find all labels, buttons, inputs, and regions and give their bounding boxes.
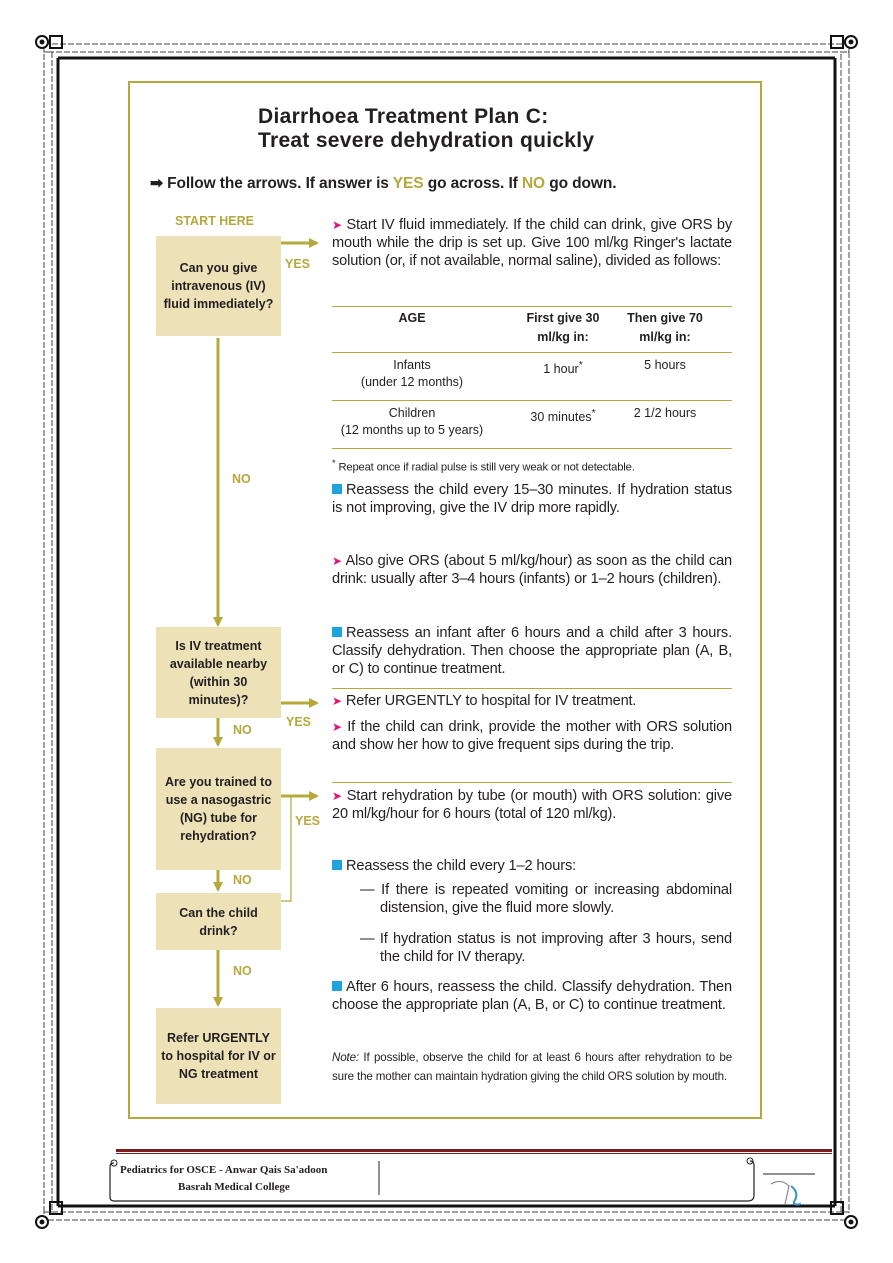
caduceus-logo-icon xyxy=(761,1170,817,1208)
table-cell-then: 5 hours xyxy=(644,358,686,372)
pointer-arrow-icon: ➤ xyxy=(332,218,342,232)
footer-rule-thin xyxy=(116,1153,832,1154)
dash-item-vomiting: — If there is repeated vomiting or increasing abdominal distension, give the fluid more slowly. xyxy=(360,882,732,916)
reassess-15-30-text: Reassess the child every 15–30 minutes. If hydration status is not improving, give the IV drip more rapidly. xyxy=(332,482,732,516)
table-header-age: AGE xyxy=(398,311,426,325)
no-label: NO xyxy=(233,964,252,978)
refer-iv-text: ➤ Refer URGENTLY to hospital for IV treatment. xyxy=(332,693,637,709)
footer-college: Basrah Medical College xyxy=(178,1181,290,1193)
no-label: NO xyxy=(233,873,252,887)
section-rule xyxy=(332,688,732,689)
footer-author: Pediatrics for OSCE - Anwar Qais Sa'adoon xyxy=(120,1164,328,1176)
mother-ors-text: ➤ If the child can drink, provide the mother with ORS solution and show her how to give frequent sips during the trip. xyxy=(332,719,733,753)
no-label: NO xyxy=(233,723,252,737)
table-header-then: Then give 70 ml/kg in: xyxy=(627,311,703,344)
pointer-arrow-icon: ➤ xyxy=(332,554,342,568)
square-bullet-icon xyxy=(332,860,342,870)
iv-start-text: ➤ Start IV fluid immediately. If the child can drink, give ORS by mouth while the drip is set up. Give 100 ml/kg Ringer's lactate solution (or, if not available, normal saline), divided as follows: xyxy=(332,217,733,269)
pointer-arrow-icon: ➤ xyxy=(332,720,342,734)
reassess-infant-text: Reassess an infant after 6 hours and a child after 3 hours. Classify dehydration. Then choose the appropriate plan (A, B, or C) to continue treatment. xyxy=(332,625,732,677)
start-here-label: START HERE xyxy=(175,214,254,228)
reassess-1-2-text: Reassess the child every 1–2 hours: xyxy=(332,857,732,875)
page-subtitle: Treat severe dehydration quickly xyxy=(258,129,595,152)
square-bullet-icon xyxy=(332,484,342,494)
table-row-rule xyxy=(332,400,732,401)
after-6-hours-text: After 6 hours, reassess the child. Classify dehydration. Then choose the appropriate plan (A, B, or C) to continue treatment. xyxy=(332,979,732,1013)
footer-rule xyxy=(116,1149,832,1152)
table-footnote: * Repeat once if radial pulse is still very weak or not detectable. xyxy=(332,458,635,474)
table-cell-age: Infants (under 12 months) xyxy=(360,358,464,389)
question-box-ng-tube: Are you trained to use a nasogastric (NG) tube for rehydration? xyxy=(156,748,281,870)
question-box-iv-fluid: Can you give intravenous (IV) fluid immediately? xyxy=(156,236,281,336)
table-cell-first: 1 hour* xyxy=(543,360,583,377)
table-cell-first: 30 minutes* xyxy=(530,408,596,425)
section-rule xyxy=(332,782,732,783)
note-text: Note: If possible, observe the child for at least 6 hours after rehydration to be sure the mother can maintain hydration giving the child ORS solution by mouth. xyxy=(332,1051,732,1083)
table-top-rule xyxy=(332,306,732,307)
table-cell-then: 2 1/2 hours xyxy=(633,406,697,420)
refer-urgently-box: Refer URGENTLY to hospital for IV or NG treatment xyxy=(156,1008,281,1104)
yes-label: YES xyxy=(286,715,312,729)
dash-item-iv-therapy: — If hydration status is not improving after 3 hours, send the child for IV therapy. xyxy=(360,931,732,965)
pointer-arrow-icon: ➤ xyxy=(332,789,342,803)
table-header-first: First give 30 ml/kg in: xyxy=(526,311,600,344)
instruction-line: ➡ Follow the arrows. If answer is YES go across. If NO go down. xyxy=(150,175,617,192)
pointer-arrow-icon: ➤ xyxy=(332,694,342,708)
question-box-iv-nearby: Is IV treatment available nearby (within 30 minutes)? xyxy=(156,627,281,718)
page-title: Diarrhoea Treatment Plan C: xyxy=(258,105,549,128)
arrow-right-icon: ➡ xyxy=(150,175,163,192)
table-header-rule xyxy=(332,352,732,353)
no-label: NO xyxy=(232,472,251,486)
table-bottom-rule xyxy=(332,448,732,449)
question-box-can-drink: Can the child drink? xyxy=(156,893,281,950)
yes-label: YES xyxy=(295,814,321,828)
square-bullet-icon xyxy=(332,627,342,637)
table-cell-age: Children (12 months up to 5 years) xyxy=(340,406,484,437)
also-give-ors-text: ➤ Also give ORS (about 5 ml/kg/hour) as soon as the child can drink: usually after 3–4 hours (infants) or 1–2 hours (children). xyxy=(332,553,732,587)
square-bullet-icon xyxy=(332,981,342,991)
start-ng-text: ➤ Start rehydration by tube (or mouth) with ORS solution: give 20 ml/kg/hour for 6 hours (total of 120 ml/kg). xyxy=(332,788,732,822)
yes-label: YES xyxy=(285,257,311,271)
footer-scroll-frame xyxy=(108,1155,758,1205)
